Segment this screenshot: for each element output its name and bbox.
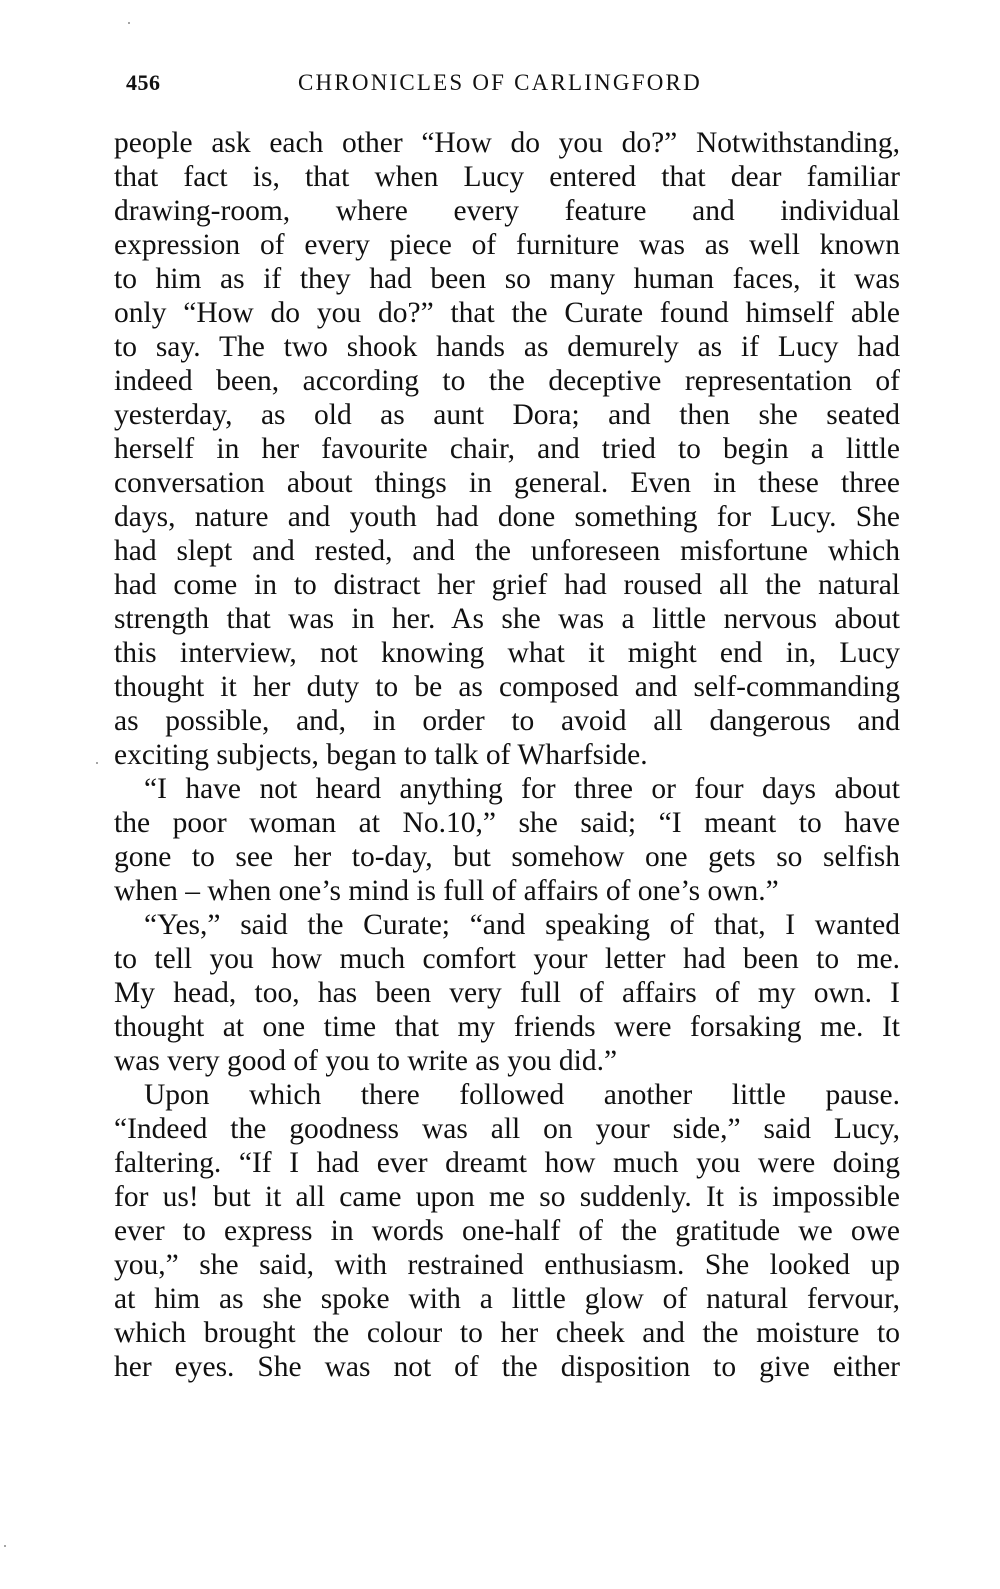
text-line: indeed been, according to the deceptive representation of [114, 365, 900, 397]
text-line: was very good of you to write as you did.” [114, 1045, 618, 1077]
text-line: this interview, not knowing what it might end in, Lucy [114, 637, 900, 669]
text-line: expression of every piece of furniture was as well known [114, 229, 900, 261]
scan-speck [96, 762, 98, 764]
text-line: thought it her duty to be as composed and self-commanding [114, 671, 900, 703]
text-line: My head, too, has been very full of affairs of my own. I [114, 977, 900, 1009]
text-line: had come in to distract her grief had roused all the natural [114, 569, 900, 601]
text-line: when – when one’s mind is full of affairs of one’s own.” [114, 875, 779, 907]
scan-speck [4, 1545, 6, 1547]
text-line: gone to see her to-day, but somehow one gets so selfish [114, 841, 900, 873]
text-line: days, nature and youth had done something for Lucy. She [114, 501, 900, 533]
text-line: herself in her favourite chair, and tried to begin a little [114, 433, 900, 465]
running-title: CHRONICLES OF CARLINGFORD [298, 70, 702, 95]
text-line: ever to express in words one-half of the gratitude we owe [114, 1215, 900, 1247]
text-line: only “How do you do?” that the Curate found himself able [114, 297, 900, 329]
body-text [114, 126, 900, 1384]
running-head [126, 70, 736, 104]
text-line: which brought the colour to her cheek and the moisture to [114, 1317, 900, 1349]
scan-speck [128, 22, 130, 24]
text-line: faltering. “If I had ever dreamt how much you were doing [114, 1147, 900, 1179]
text-line: drawing-room, where every feature and individual [114, 195, 900, 227]
text-line: as possible, and, in order to avoid all dangerous and [114, 705, 900, 737]
text-line: Upon which there followed another little pause. [144, 1079, 900, 1111]
text-line: the poor woman at No.10,” she said; “I meant to have [114, 807, 900, 839]
text-line: for us! but it all came upon me so suddenly. It is impossible [114, 1181, 900, 1213]
text-line: exciting subjects, began to talk of Wharfside. [114, 739, 648, 771]
text-line: at him as she spoke with a little glow of natural fervour, [114, 1283, 900, 1315]
text-line: yesterday, as old as aunt Dora; and then she seated [114, 399, 900, 431]
text-line: had slept and rested, and the unforeseen misfortune which [114, 535, 900, 567]
text-line: to say. The two shook hands as demurely as if Lucy had [114, 331, 900, 363]
text-line: thought at one time that my friends were forsaking me. It [114, 1011, 900, 1043]
text-line: conversation about things in general. Even in these three [114, 467, 900, 499]
text-line: “I have not heard anything for three or four days about [144, 773, 900, 805]
text-line: strength that was in her. As she was a little nervous about [114, 603, 900, 635]
text-line: that fact is, that when Lucy entered that dear familiar [114, 161, 900, 193]
text-line: to tell you how much comfort your letter had been to me. [114, 943, 900, 975]
text-line: people ask each other “How do you do?” Notwithstanding, [114, 127, 900, 159]
text-line: to him as if they had been so many human faces, it was [114, 263, 900, 295]
text-line: “Indeed the goodness was all on your side,” said Lucy, [114, 1113, 900, 1145]
text-line: you,” she said, with restrained enthusiasm. She looked up [114, 1249, 900, 1281]
text-line: her eyes. She was not of the disposition to give either [114, 1351, 900, 1383]
text-line: “Yes,” said the Curate; “and speaking of that, I wanted [144, 909, 900, 941]
page-number: 456 [126, 70, 161, 95]
